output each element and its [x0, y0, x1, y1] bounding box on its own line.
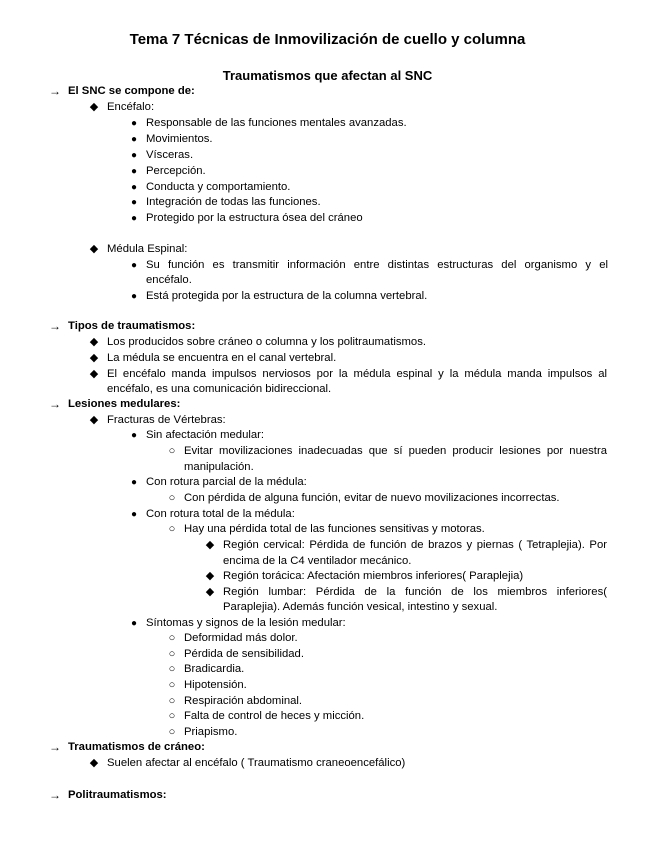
circle-icon: ○ [168, 679, 176, 691]
item-text: Vísceras. [146, 149, 194, 161]
item-text: Respiración abdominal. [184, 695, 303, 707]
diamond-icon: ◆ [89, 101, 99, 113]
arrow-icon: → [49, 397, 61, 411]
item-text: Encéfalo: [107, 101, 155, 113]
diamond-icon: ◆ [89, 243, 99, 255]
item-text: Síntomas y signos de la lesión medular: [146, 617, 346, 629]
diamond-icon: ◆ [89, 757, 99, 769]
bullet-icon: ● [130, 150, 138, 161]
heading-tipos-text: Tipos de traumatismos: [68, 320, 196, 332]
bullet-icon: ● [130, 618, 138, 629]
bullet-icon: ● [130, 197, 138, 208]
arrow-icon: → [49, 788, 61, 802]
bullet-icon: ● [130, 118, 138, 129]
item-text: Conducta y comportamiento. [146, 181, 291, 193]
diamond-icon: ◆ [205, 539, 215, 551]
item-text: Hipotensión. [184, 679, 247, 691]
bullet-icon: ● [130, 477, 138, 488]
circle-icon: ○ [168, 663, 176, 675]
item-text: Deformidad más dolor. [184, 632, 298, 644]
item-text: Priapismo. [184, 726, 238, 738]
bullet-icon: ● [130, 213, 138, 224]
diamond-icon: ◆ [89, 352, 99, 364]
item-text: Bradicardia. [184, 663, 245, 675]
diamond-icon: ◆ [205, 586, 215, 598]
circle-icon: ○ [168, 492, 176, 504]
item-text: Sin afectación medular: [146, 429, 265, 441]
diamond-icon: ◆ [89, 336, 99, 348]
diamond-icon: ◆ [89, 414, 99, 426]
item-text: Fracturas de Vértebras: [107, 414, 226, 426]
circle-icon: ○ [168, 710, 176, 722]
item-text: encéfalo, es una comunicación bidireccional. [107, 383, 332, 395]
item-text: Falta de control de heces y micción. [184, 710, 365, 722]
item-text: Región torácica: Afectación miembros inferiores( Paraplejia) [223, 570, 524, 582]
item-text: manipulación. [184, 461, 254, 473]
bullet-icon: ● [130, 182, 138, 193]
heading-snc-text: El SNC se compone de: [68, 85, 195, 97]
item-text: Con pérdida de alguna función, evitar de nuevo movilizaciones incorrectas. [184, 492, 560, 504]
bullet-icon: ● [130, 430, 138, 441]
bullet-icon: ● [130, 509, 138, 520]
circle-icon: ○ [168, 648, 176, 660]
item-text: Percepción. [146, 165, 206, 177]
circle-icon: ○ [168, 445, 176, 457]
bullet-icon: ● [130, 291, 138, 302]
item-text: Con rotura total de la médula: [146, 508, 295, 520]
item-text: Movimientos. [146, 133, 213, 145]
item-text: encéfalo. [146, 274, 192, 286]
item-text: El encéfalo manda impulsos nerviosos por la médula espinal y la médula manda impulsos al [107, 368, 607, 380]
bullet-icon: ● [130, 260, 138, 271]
heading-poli-text: Politraumatismos: [68, 789, 167, 801]
circle-icon: ○ [168, 726, 176, 738]
item-text: Región lumbar: Pérdida de la función de los miembros inferiores( [223, 586, 607, 598]
item-text: Su función es transmitir información entre distintas estructuras del organismo y el [146, 259, 608, 271]
item-text: La médula se encuentra en el canal vertebral. [107, 352, 337, 364]
circle-icon: ○ [168, 523, 176, 535]
item-text: Con rotura parcial de la médula: [146, 476, 307, 488]
item-text: Médula Espinal: [107, 243, 188, 255]
page-title: Tema 7 Técnicas de Inmovilización de cuello y columna [129, 31, 526, 48]
item-text: Región cervical: Pérdida de función de brazos y piernas ( Tetraplejia). Por [223, 539, 607, 551]
diamond-icon: ◆ [205, 570, 215, 582]
item-text: Integración de todas las funciones. [146, 196, 321, 208]
item-text: Responsable de las funciones mentales avanzadas. [146, 117, 407, 129]
section-subtitle: Traumatismos que afectan al SNC [222, 68, 433, 83]
item-text: Suelen afectar al encéfalo ( Traumatismo craneoencefálico) [107, 757, 406, 769]
heading-craneo-text: Traumatismos de cráneo: [68, 741, 205, 753]
item-text: Hay una pérdida total de las funciones sensitivas y motoras. [184, 523, 485, 535]
item-text: Evitar movilizaciones inadecuadas que sí pueden producir lesiones por nuestra [184, 445, 607, 457]
diamond-icon: ◆ [89, 368, 99, 380]
item-text: Paraplejia). Además función vesical, intestino y sexual. [223, 601, 498, 613]
arrow-icon: → [49, 319, 61, 333]
item-text: Los producidos sobre cráneo o columna y los politraumatismos. [107, 336, 426, 348]
item-text: Pérdida de sensibilidad. [184, 648, 304, 660]
bullet-icon: ● [130, 166, 138, 177]
circle-icon: ○ [168, 632, 176, 644]
circle-icon: ○ [168, 695, 176, 707]
arrow-icon: → [49, 84, 61, 98]
item-text: Protegido por la estructura ósea del cráneo [146, 212, 363, 224]
arrow-icon: → [49, 740, 61, 754]
item-text: Está protegida por la estructura de la columna vertebral. [146, 290, 428, 302]
bullet-icon: ● [130, 134, 138, 145]
heading-lesiones-text: Lesiones medulares: [68, 398, 181, 410]
item-text: encima de la C4 ventilador mecánico. [223, 555, 412, 567]
